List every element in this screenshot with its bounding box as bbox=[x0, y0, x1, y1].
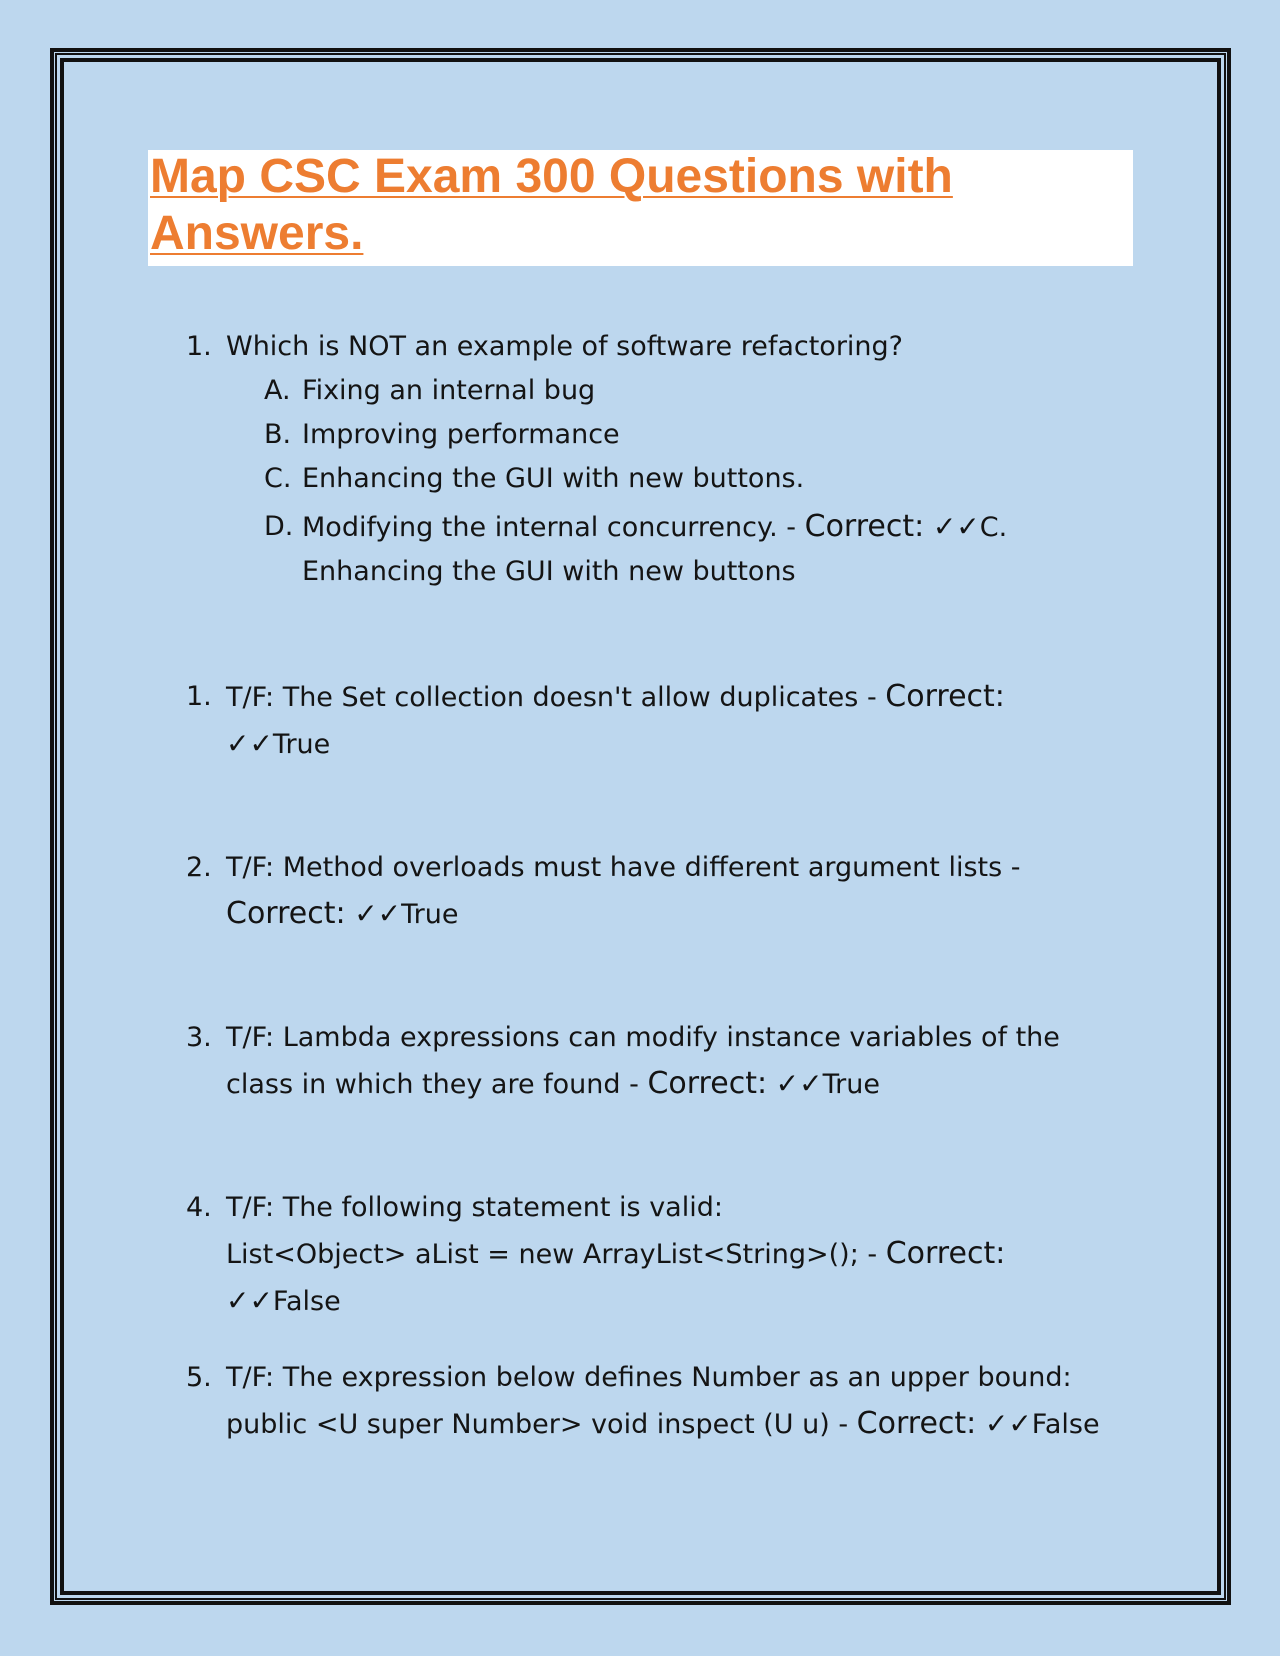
options-list bbox=[264, 369, 1124, 594]
code-statement: public <U super Number> void inspect (U u) - bbox=[226, 1409, 857, 1440]
correct-label: Correct: bbox=[647, 1066, 768, 1101]
question-tf-1 bbox=[186, 674, 1126, 768]
question-tf-4 bbox=[186, 1185, 1126, 1325]
option-letter: A. bbox=[264, 375, 291, 406]
code-statement: List<Object> aList = new ArrayList<String>(); - bbox=[226, 1239, 886, 1270]
answer-text: True bbox=[401, 899, 459, 930]
question-tf-3 bbox=[186, 1015, 1126, 1108]
document-title: Map CSC Exam 300 Questions with Answers. bbox=[150, 150, 953, 260]
correct-label: Correct: bbox=[856, 1406, 977, 1441]
check-icon: ✓✓ bbox=[984, 1407, 1032, 1440]
question-tf-5 bbox=[186, 1355, 1126, 1448]
option-text bbox=[302, 505, 1124, 594]
option-a bbox=[264, 369, 1124, 413]
question-text bbox=[226, 1185, 1126, 1325]
question-text bbox=[226, 1355, 1126, 1448]
correct-label: Correct: bbox=[804, 509, 925, 544]
option-letter: D. bbox=[264, 511, 294, 542]
question-mc bbox=[186, 324, 1126, 370]
question-body: T/F: The Set collection doesn't allow duplicates - bbox=[226, 682, 886, 713]
option-letter: B. bbox=[264, 419, 292, 450]
correct-label: Correct: bbox=[885, 1236, 1006, 1271]
question-body: T/F: Lambda expressions can modify instance variables of the class in which they are found - bbox=[226, 1022, 1060, 1100]
answer-text: C. Enhancing the GUI with new buttons bbox=[302, 512, 1008, 587]
answer-text: True bbox=[822, 1069, 880, 1100]
question-body: T/F: Method overloads must have different argument lists - bbox=[226, 852, 1021, 883]
answer-text: False bbox=[1031, 1409, 1100, 1440]
question-text: Which is NOT an example of software refactoring? bbox=[226, 331, 904, 362]
option-text: Fixing an internal bug bbox=[302, 375, 596, 406]
option-c bbox=[264, 457, 1124, 501]
option-text: Enhancing the GUI with new buttons. bbox=[302, 463, 805, 494]
question-number: 4. bbox=[186, 1192, 212, 1223]
correct-label: Correct: bbox=[226, 896, 346, 931]
question-tf-2 bbox=[186, 845, 1126, 938]
answer-text: True bbox=[272, 729, 331, 760]
option-b bbox=[264, 413, 1124, 457]
question-number: 1. bbox=[186, 331, 212, 362]
check-icon: ✓✓ bbox=[226, 1284, 273, 1317]
question-number: 3. bbox=[186, 1022, 212, 1053]
question-text bbox=[226, 1015, 1126, 1108]
option-d-text: Modifying the internal concurrency. - bbox=[302, 512, 805, 543]
question-text bbox=[226, 674, 1126, 768]
answer-text: False bbox=[272, 1286, 341, 1317]
correct-label: Correct: bbox=[885, 679, 1005, 714]
check-icon: ✓✓ bbox=[932, 510, 980, 543]
question-number: 2. bbox=[186, 852, 212, 883]
question-number: 1. bbox=[186, 681, 212, 712]
question-text bbox=[226, 845, 1126, 938]
check-icon: ✓✓ bbox=[226, 727, 273, 760]
option-text: Improving performance bbox=[302, 419, 620, 450]
question-body: T/F: The following statement is valid: bbox=[226, 1192, 723, 1223]
check-icon: ✓✓ bbox=[775, 1067, 823, 1100]
question-number: 5. bbox=[186, 1362, 212, 1393]
question-body: T/F: The expression below defines Number as an upper bound: bbox=[226, 1362, 1072, 1393]
check-icon: ✓✓ bbox=[354, 897, 402, 930]
option-d bbox=[264, 505, 1124, 594]
option-letter: C. bbox=[264, 463, 292, 494]
